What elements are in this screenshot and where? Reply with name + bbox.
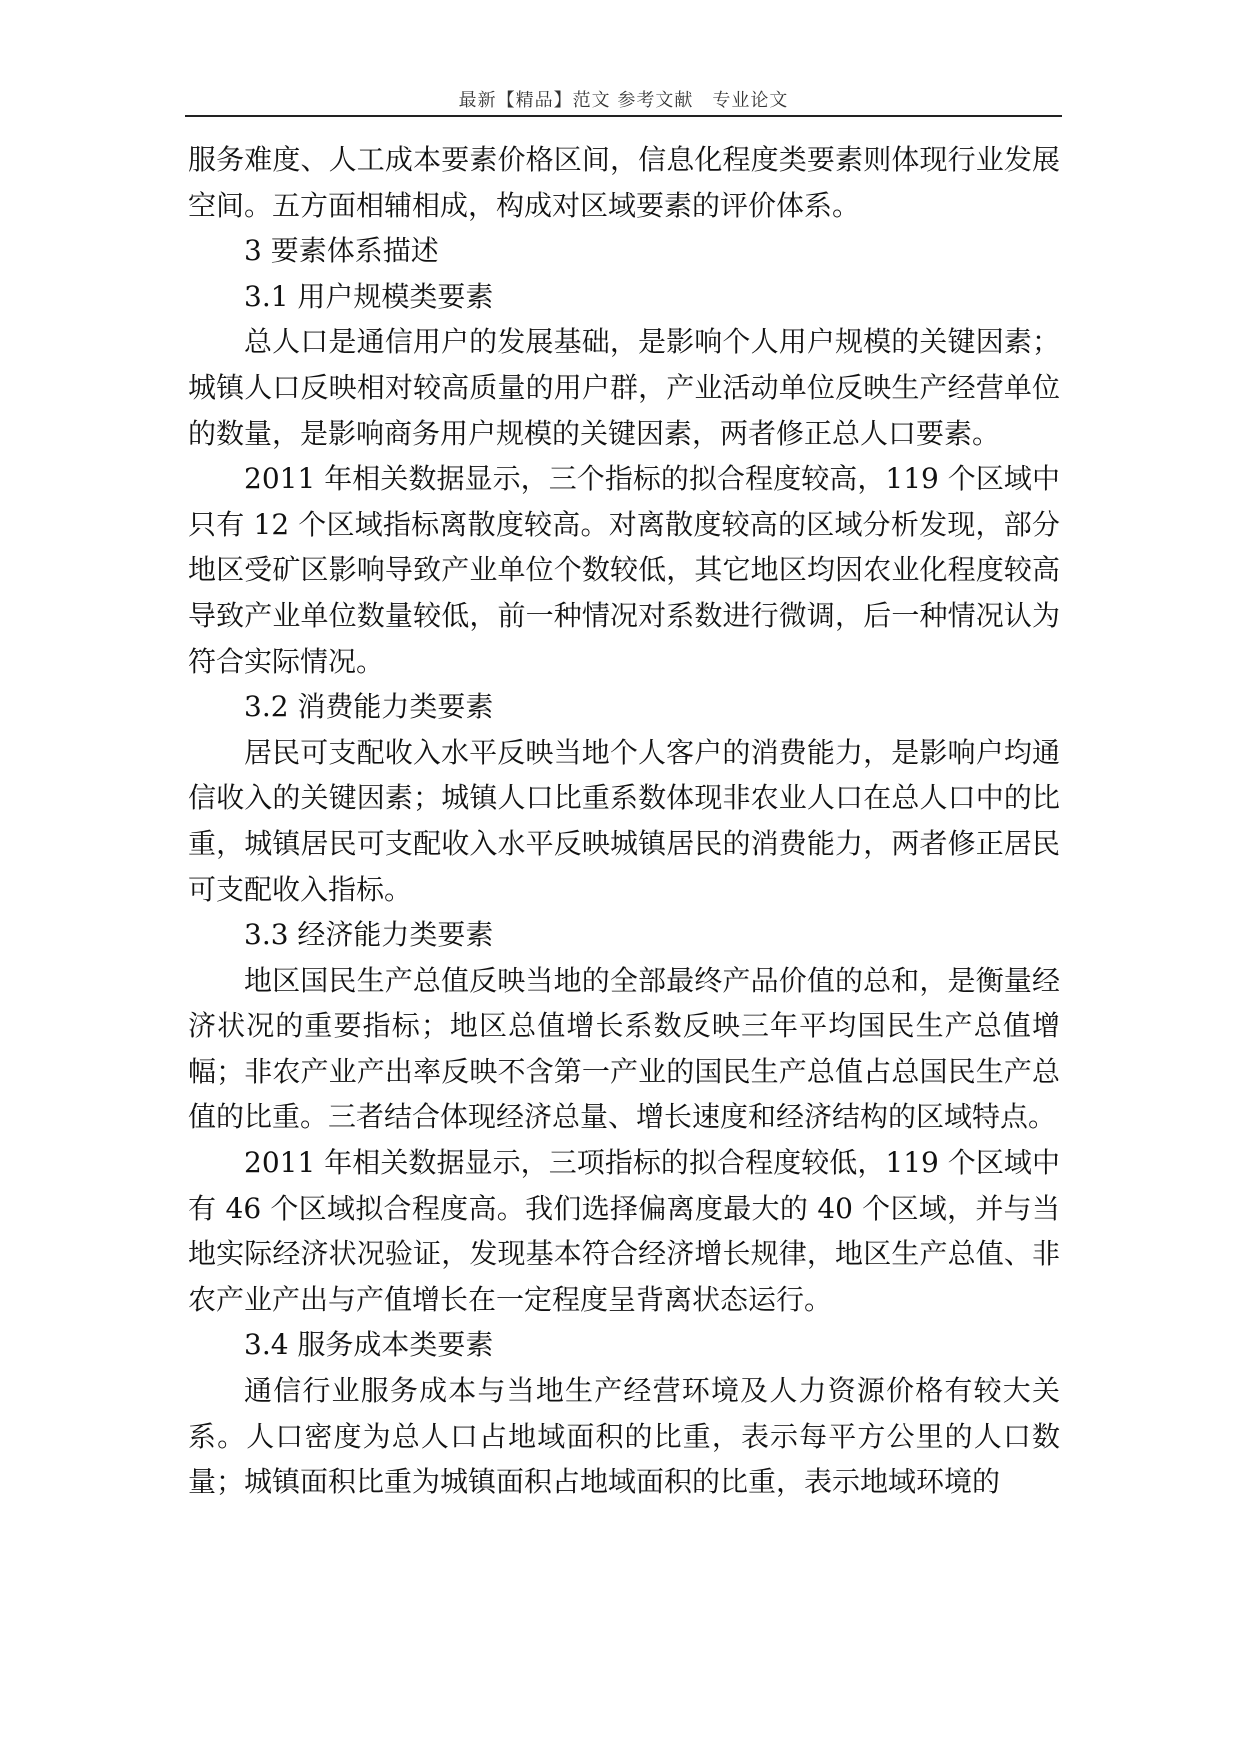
body-paragraph: 地区国民生产总值反映当地的全部最终产品价值的总和，是衡量经济状况的重要指标；地区总值增长系数反映三年平均国民生产总值增幅；非农产业产出率反映不含第一产业的国民生产总值占总国民生产总值的比重。三者结合体现经济总量、增长速度和经济结构的区域特点。: [188, 963, 1060, 1134]
section-heading: 3 要素体系描述: [244, 234, 439, 268]
body-paragraph: 居民可支配收入水平反映当地个人客户的消费能力，是影响户均通信收入的关键因素；城镇人口比重系数体现非农业人口在总人口中的比重，城镇居民可支配收入水平反映城镇居民的消费能力，两者修正居民可支配收入指标。: [188, 735, 1060, 906]
header-divider: [185, 115, 1062, 117]
body-paragraph: 总人口是通信用户的发展基础，是影响个人用户规模的关键因素；城镇人口反映相对较高质量的用户群，产业活动单位反映生产经营单位的数量，是影响商务用户规模的关键因素，两者修正总人口要素。: [188, 325, 1060, 450]
body-paragraph: 2011 年相关数据显示，三项指标的拟合程度较低，119 个区域中有 46 个区域拟合程度高。我们选择偏离度最大的 40 个区域，并与当地实际经济状况验证，发现基本符合经济增长规律，地区生产总值、非农产业产出与产值增长在一定程度呈背离状态运行。: [188, 1146, 1060, 1316]
page-header: 最新【精品】范文 参考文献 专业论文: [458, 90, 789, 111]
document-body: [188, 137, 1060, 1505]
subsection-heading: 3.3 经济能力类要素: [244, 918, 494, 952]
body-paragraph: 服务难度、人工成本要素价格区间，信息化程度类要素则体现行业发展空间。五方面相辅相成，构成对区域要素的评价体系。: [188, 143, 1060, 222]
body-paragraph: 通信行业服务成本与当地生产经营环境及人力资源价格有较大关系。人口密度为总人口占地域面积的比重，表示每平方公里的人口数量；城镇面积比重为城镇面积占地域面积的比重，表示地域环境的: [188, 1374, 1060, 1499]
subsection-heading: 3.2 消费能力类要素: [244, 690, 494, 724]
subsection-heading: 3.4 服务成本类要素: [244, 1328, 494, 1362]
body-paragraph: 2011 年相关数据显示，三个指标的拟合程度较高，119 个区域中只有 12 个区域指标离散度较高。对离散度较高的区域分析发现，部分地区受矿区影响导致产业单位个数较低，其它地区均因农业化程度较高导致产业单位数量较低，前一种情况对系数进行微调，后一种情况认为符合实际情况。: [188, 462, 1060, 678]
subsection-heading: 3.1 用户规模类要素: [244, 279, 494, 313]
